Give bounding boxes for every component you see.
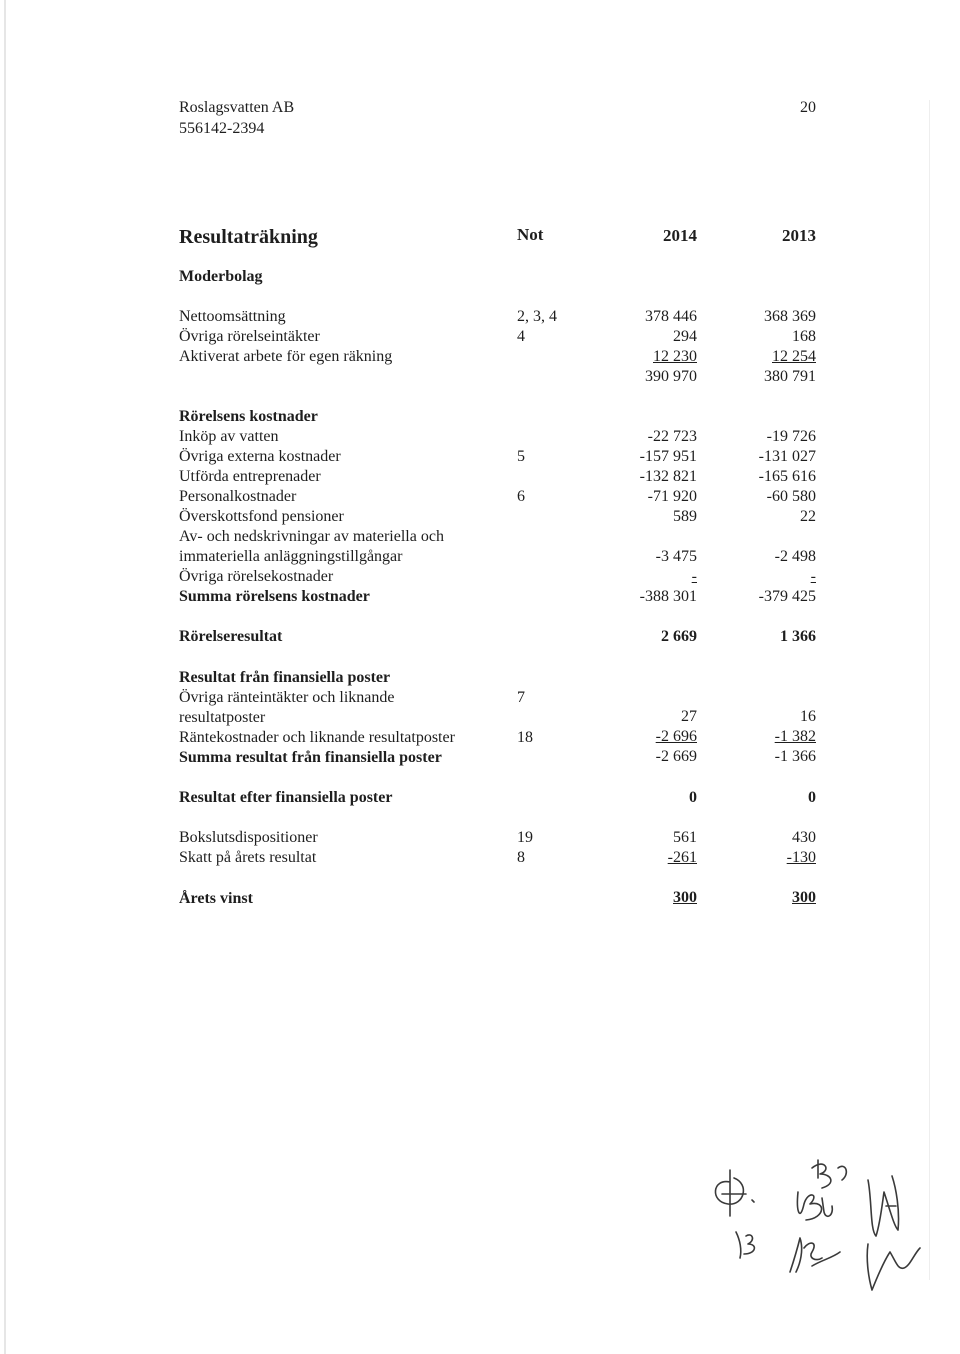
- row-label: Av- och nedskrivningar av materiella och: [179, 528, 444, 545]
- value-2014: 294: [673, 328, 697, 345]
- value-2013: -1 382: [774, 728, 816, 745]
- value-2014: 300: [673, 889, 697, 906]
- statement-title: Resultaträkning: [179, 226, 318, 248]
- value-2013: -60 580: [766, 488, 816, 505]
- row-label: Nettoomsättning: [179, 308, 286, 325]
- row-label: Resultat efter finansiella poster: [179, 789, 393, 806]
- value-2013: -130: [786, 849, 816, 866]
- row-label: Summa resultat från finansiella poster: [179, 749, 442, 766]
- value-2014: -3 475: [655, 548, 697, 565]
- column-header-note: Not: [517, 225, 544, 244]
- value-2013: -2 498: [774, 548, 816, 565]
- row-note: 4: [517, 328, 525, 345]
- value-2013: -165 616: [758, 468, 816, 485]
- initials-mark: [715, 1170, 754, 1216]
- row-label: Aktiverat arbete för egen räkning: [179, 348, 393, 365]
- row-label-continued: resultatposter: [179, 709, 266, 726]
- section-heading: Resultat från finansiella poster: [179, 669, 391, 686]
- value-2013: -19 726: [766, 428, 816, 445]
- row-note: 19: [517, 829, 533, 846]
- row-label: Rörelseresultat: [179, 628, 283, 645]
- value-2014: 589: [673, 508, 697, 525]
- value-2014: -: [691, 568, 697, 585]
- value-2013: -379 425: [758, 588, 816, 605]
- value-2014: -157 951: [639, 448, 697, 465]
- value-2013: -131 027: [758, 448, 816, 465]
- value-2013: 0: [808, 789, 816, 806]
- org-number: 556142-2394: [179, 120, 265, 137]
- value-2014: 2 669: [661, 628, 697, 645]
- value-2014: -388 301: [639, 588, 697, 605]
- row-note: 6: [517, 488, 525, 505]
- scan-edge: [929, 100, 930, 1280]
- value-2013: 168: [792, 328, 816, 345]
- row-label: Utförda entreprenader: [179, 468, 321, 485]
- row-note: 8: [517, 849, 525, 866]
- value-2014: -2 669: [655, 748, 697, 765]
- row-note: 7: [517, 689, 525, 706]
- value-2014: -261: [667, 849, 697, 866]
- row-label: Räntekostnader och liknande resultatposter: [179, 729, 455, 746]
- row-label-continued: immateriella anläggningstillgångar: [179, 548, 403, 565]
- row-label: Bokslutsdispositioner: [179, 829, 318, 846]
- value-2013: -1 366: [774, 748, 816, 765]
- row-label: Årets vinst: [179, 890, 253, 907]
- company-name: Roslagsvatten AB: [179, 99, 295, 116]
- handwritten-signatures: [700, 1140, 940, 1320]
- value-2014: -132 821: [639, 468, 697, 485]
- value-2013: 22: [800, 508, 816, 525]
- value-2014: 561: [673, 829, 697, 846]
- section-subtitle: Moderbolag: [179, 268, 263, 285]
- row-label: Skatt på årets resultat: [179, 849, 317, 866]
- initials-mark: [868, 1176, 899, 1236]
- initials-mark: [736, 1232, 754, 1258]
- value-2013: 1 366: [780, 628, 816, 645]
- value-2014: 12 230: [653, 348, 697, 365]
- value-2014: -22 723: [647, 428, 697, 445]
- row-label: Summa rörelsens kostnader: [179, 588, 370, 605]
- value-2013: 380 791: [764, 368, 816, 385]
- value-2014: -71 920: [647, 488, 697, 505]
- row-note: 5: [517, 448, 525, 465]
- value-2013: 430: [792, 829, 816, 846]
- value-2013: 12 254: [772, 348, 816, 365]
- row-label: Överskottsfond pensioner: [179, 508, 344, 525]
- row-label: Inköp av vatten: [179, 428, 279, 445]
- value-2013: 16: [800, 708, 816, 725]
- value-2014: 390 970: [645, 368, 697, 385]
- initials-mark: [867, 1244, 920, 1290]
- row-label: Övriga rörelsekostnader: [179, 568, 334, 585]
- initials-mark: [797, 1160, 846, 1220]
- column-header-2014: 2014: [663, 226, 697, 245]
- value-2013: 300: [792, 889, 816, 906]
- row-label: Övriga ränteintäkter och liknande: [179, 689, 395, 706]
- row-note: 2, 3, 4: [517, 308, 557, 325]
- row-label: Övriga externa kostnader: [179, 448, 341, 465]
- page-number: 20: [800, 99, 816, 116]
- value-2013: 368 369: [764, 308, 816, 325]
- section-heading: Rörelsens kostnader: [179, 408, 318, 425]
- value-2014: 0: [689, 789, 697, 806]
- row-label: Personalkostnader: [179, 488, 297, 505]
- value-2014: 27: [681, 708, 697, 725]
- column-header-2013: 2013: [782, 226, 816, 245]
- value-2014: 378 446: [645, 308, 697, 325]
- row-label: Övriga rörelseintäkter: [179, 328, 320, 345]
- value-2013: -: [810, 568, 816, 585]
- scan-edge: [4, 0, 6, 1354]
- initials-mark: [790, 1238, 840, 1272]
- row-note: 18: [517, 729, 533, 746]
- value-2014: -2 696: [655, 728, 697, 745]
